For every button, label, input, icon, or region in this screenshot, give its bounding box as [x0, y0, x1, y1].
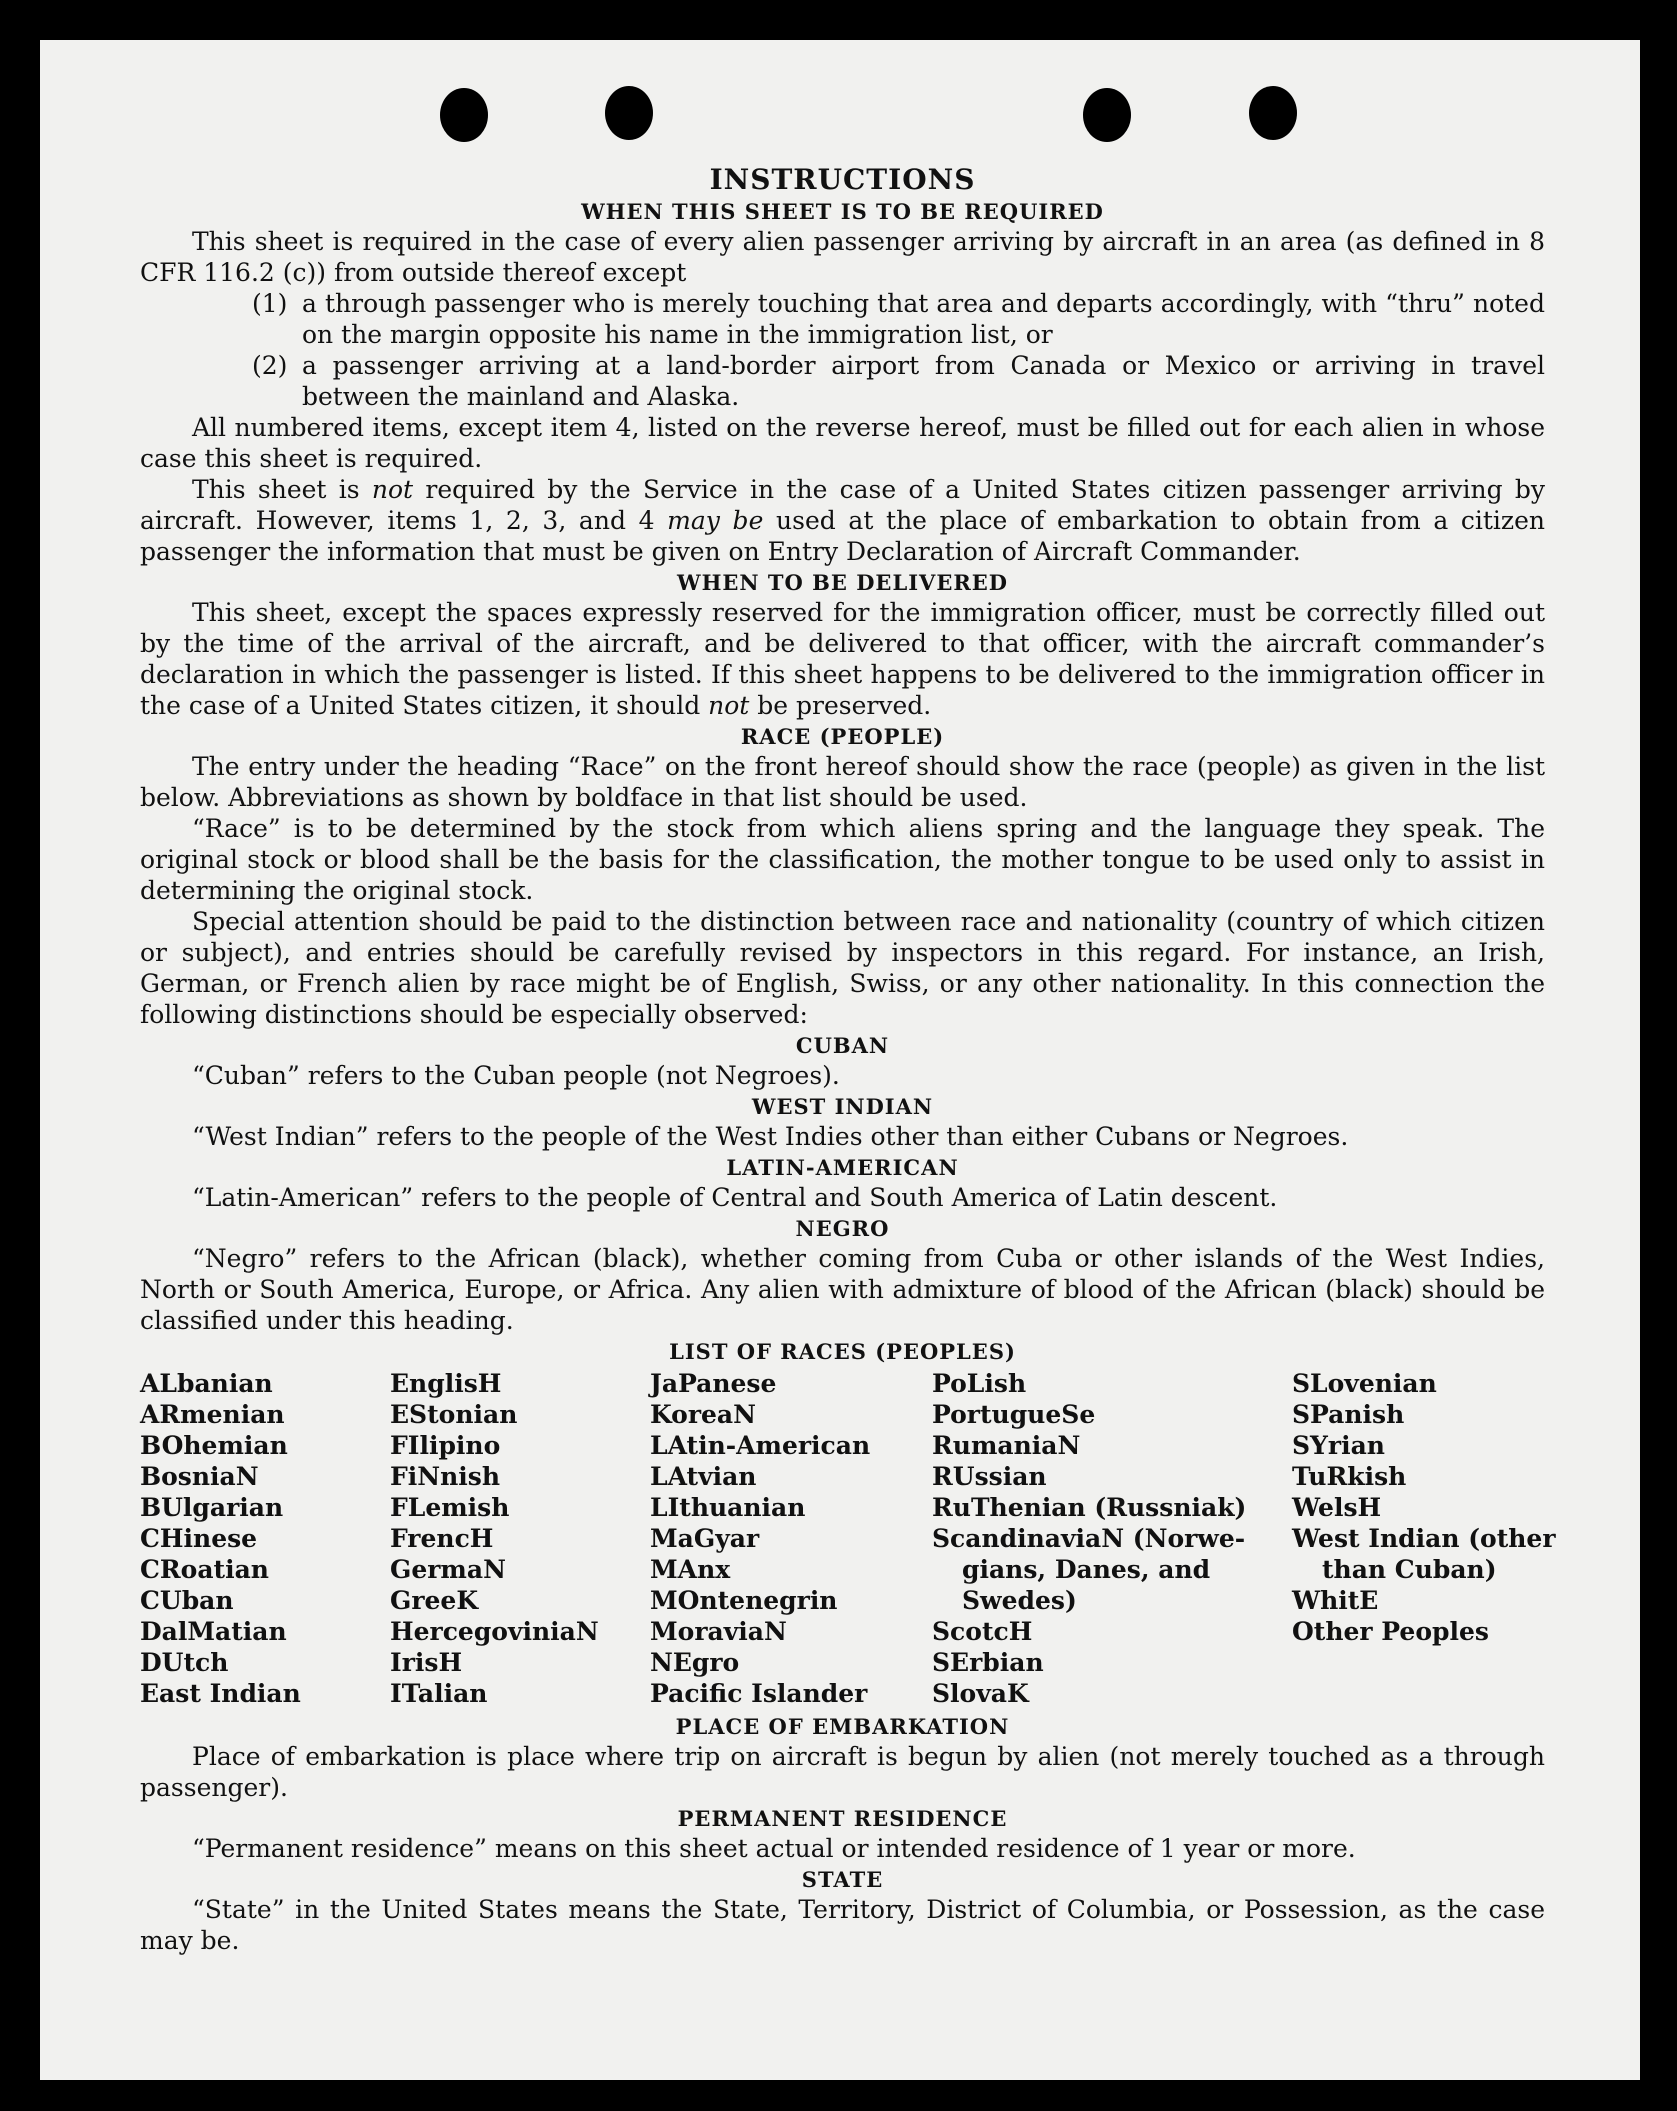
paragraph: This sheet is required in the case of every alien passenger arriving by aircraft in an area (as defined in 8 CFR 116.2 (c)) from outside thereof except — [140, 227, 1545, 287]
paragraph: Special attention should be paid to the distinction between race and nationality (country of which citizen or subject), and entries should be carefully revised by inspectors in this regard. For instance, an Irish, German, or French alien by race might be of English, Swiss, or any other nationality. In this connection the following distinctions should be especially observed: — [140, 907, 1545, 1029]
list-number: (1) — [252, 289, 288, 318]
race-entry: BUlgarian — [140, 1493, 284, 1522]
race-entry: SLovenian — [1292, 1369, 1437, 1398]
paragraph: “Cuban” refers to the Cuban people (not Negroes). — [192, 1061, 840, 1090]
race-entry: SErbian — [932, 1648, 1044, 1677]
race-entry: Other Peoples — [1292, 1617, 1489, 1646]
race-entry: than Cuban) — [1322, 1555, 1497, 1584]
race-column — [390, 1368, 650, 1709]
race-entry: SYrian — [1292, 1431, 1385, 1460]
list-number: (2) — [252, 351, 288, 380]
paragraph: “Permanent residence” means on this sheet actual or intended residence of 1 year or more. — [192, 1834, 1356, 1863]
race-entry: SPanish — [1292, 1400, 1405, 1429]
section-heading-west-indian: WEST INDIAN — [751, 1094, 934, 1119]
paragraph: This sheet is not required by the Service in the case of a United States citizen passenger arriving by aircraft. However, items 1, 2, 3, and 4 may be used at the place of embarkation to obtain from a citizen passenger the information that must be given on Entry Declaration of Aircraft Commander. — [140, 475, 1545, 566]
section-heading-state: STATE — [801, 1867, 884, 1892]
section-heading-latin-american: LATIN-AMERICAN — [726, 1155, 959, 1180]
race-entry: East Indian — [140, 1679, 301, 1708]
section-heading-cuban: CUBAN — [795, 1033, 890, 1058]
race-entry: SlovaK — [932, 1679, 1029, 1708]
race-column — [1292, 1368, 1556, 1709]
race-entry: EnglisH — [390, 1369, 502, 1398]
race-entry: FrencH — [390, 1524, 494, 1553]
race-entry: MAnx — [650, 1555, 731, 1584]
race-entry: BOhemian — [140, 1431, 288, 1460]
race-column — [140, 1368, 390, 1709]
paragraph: “Negro” refers to the African (black), whether coming from Cuba or other islands of the West Indies, North or South America, Europe, or Africa. Any alien with admixture of blood of the African (black) should be classified under this heading. — [140, 1244, 1545, 1335]
race-entry: ScandinaviaN (Norwe- — [932, 1524, 1246, 1553]
race-entry: RUssian — [932, 1462, 1047, 1491]
race-list — [140, 1368, 1556, 1709]
paragraph: “West Indian” refers to the people of the West Indies other than either Cubans or Negroes. — [192, 1122, 1349, 1151]
race-entry: LIthuanian — [650, 1493, 806, 1522]
paragraph: “Race” is to be determined by the stock from which aliens spring and the language they speak. The original stock or blood shall be the basis for the classification, the mother tongue to be used only to assist in determining the original stock. — [140, 814, 1545, 905]
race-entry: MoraviaN — [650, 1617, 787, 1646]
race-entry: RumaniaN — [932, 1431, 1081, 1460]
section-heading-when-required: WHEN THIS SHEET IS TO BE REQUIRED — [581, 199, 1104, 224]
race-entry: FLemish — [390, 1493, 510, 1522]
document-sheet — [40, 40, 1640, 2080]
race-entry: GreeK — [390, 1586, 479, 1615]
race-entry: ScotcH — [932, 1617, 1033, 1646]
race-entry: NEgro — [650, 1648, 740, 1677]
race-entry: ARmenian — [140, 1400, 285, 1429]
section-heading-negro: NEGRO — [795, 1216, 890, 1241]
paragraph: “State” in the United States means the State, Territory, District of Columbia, or Possession, as the case may be. — [140, 1895, 1545, 1955]
race-entry: West Indian (other — [1292, 1524, 1556, 1553]
paragraph: This sheet, except the spaces expressly reserved for the immigration officer, must be correctly filled out by the time of the arrival of the aircraft, and be delivered to that officer, with the aircraft commander’s declaration in which the passenger is listed. If this sheet happens to be delivered to the immigration officer in the case of a United States citizen, it should not be preserved. — [140, 598, 1545, 720]
race-entry: ALbanian — [140, 1369, 273, 1398]
race-entry: LAtin-American — [650, 1431, 871, 1460]
paragraph: All numbered items, except item 4, listed on the reverse hereof, must be filled out for each alien in whose case this sheet is required. — [140, 413, 1545, 473]
race-entry: Swedes) — [962, 1586, 1077, 1615]
race-entry: WhitE — [1292, 1586, 1379, 1615]
section-heading-race: RACE (PEOPLE) — [740, 724, 945, 749]
race-entry: PortugueSe — [932, 1400, 1096, 1429]
race-entry: JaPanese — [650, 1369, 777, 1398]
instructions-content — [140, 122, 1556, 1956]
race-entry: DUtch — [140, 1648, 229, 1677]
race-entry: EStonian — [390, 1400, 518, 1429]
paragraph: The entry under the heading “Race” on the front hereof should show the race (people) as given in the list below. Abbreviations as shown by boldface in that list should be used. — [140, 752, 1545, 812]
race-entry: FiNnish — [390, 1462, 501, 1491]
race-entry: GermaN — [390, 1555, 506, 1584]
race-entry: FIlipino — [390, 1431, 501, 1460]
race-column — [932, 1368, 1292, 1709]
section-heading-list-of-races: LIST OF RACES (PEOPLES) — [669, 1339, 1016, 1364]
race-entry: LAtvian — [650, 1462, 757, 1491]
race-entry: HercegoviniaN — [390, 1617, 599, 1646]
race-entry: TuRkish — [1292, 1462, 1407, 1491]
race-entry: gians, Danes, and — [962, 1555, 1211, 1584]
list-item — [252, 288, 1545, 350]
race-entry: WelsH — [1292, 1493, 1382, 1522]
section-heading-embarkation: PLACE OF EMBARKATION — [675, 1714, 1010, 1739]
race-entry: CRoatian — [140, 1555, 269, 1584]
race-entry: ITalian — [390, 1679, 488, 1708]
list-text: a passenger arriving at a land-border airport from Canada or Mexico or arriving in travel between the mainland and Alaska. — [302, 351, 1545, 411]
section-heading-when-delivered: WHEN TO BE DELIVERED — [676, 570, 1008, 595]
race-entry: BosniaN — [140, 1462, 259, 1491]
section-heading-residence: PERMANENT RESIDENCE — [677, 1806, 1008, 1831]
race-column — [650, 1368, 932, 1709]
race-entry: KoreaN — [650, 1400, 756, 1429]
race-entry: Pacific Islander — [650, 1679, 868, 1708]
race-entry: MaGyar — [650, 1524, 760, 1553]
race-entry: RuThenian (Russniak) — [932, 1493, 1247, 1522]
paragraph: Place of embarkation is place where trip on aircraft is begun by alien (not merely touched as a through passenger). — [140, 1742, 1545, 1802]
race-entry: PoLish — [932, 1369, 1027, 1398]
page-title: INSTRUCTIONS — [709, 163, 976, 196]
race-entry: IrisH — [390, 1648, 463, 1677]
race-entry: CHinese — [140, 1524, 258, 1553]
list-item — [252, 350, 1545, 412]
race-entry: CUban — [140, 1586, 234, 1615]
list-text: a through passenger who is merely touching that area and departs accordingly, with “thru” noted on the margin opposite his name in the immigration list, or — [302, 289, 1545, 349]
race-entry: DalMatian — [140, 1617, 287, 1646]
race-entry: MOntenegrin — [650, 1586, 838, 1615]
paragraph: “Latin-American” refers to the people of Central and South America of Latin descent. — [192, 1183, 1278, 1212]
